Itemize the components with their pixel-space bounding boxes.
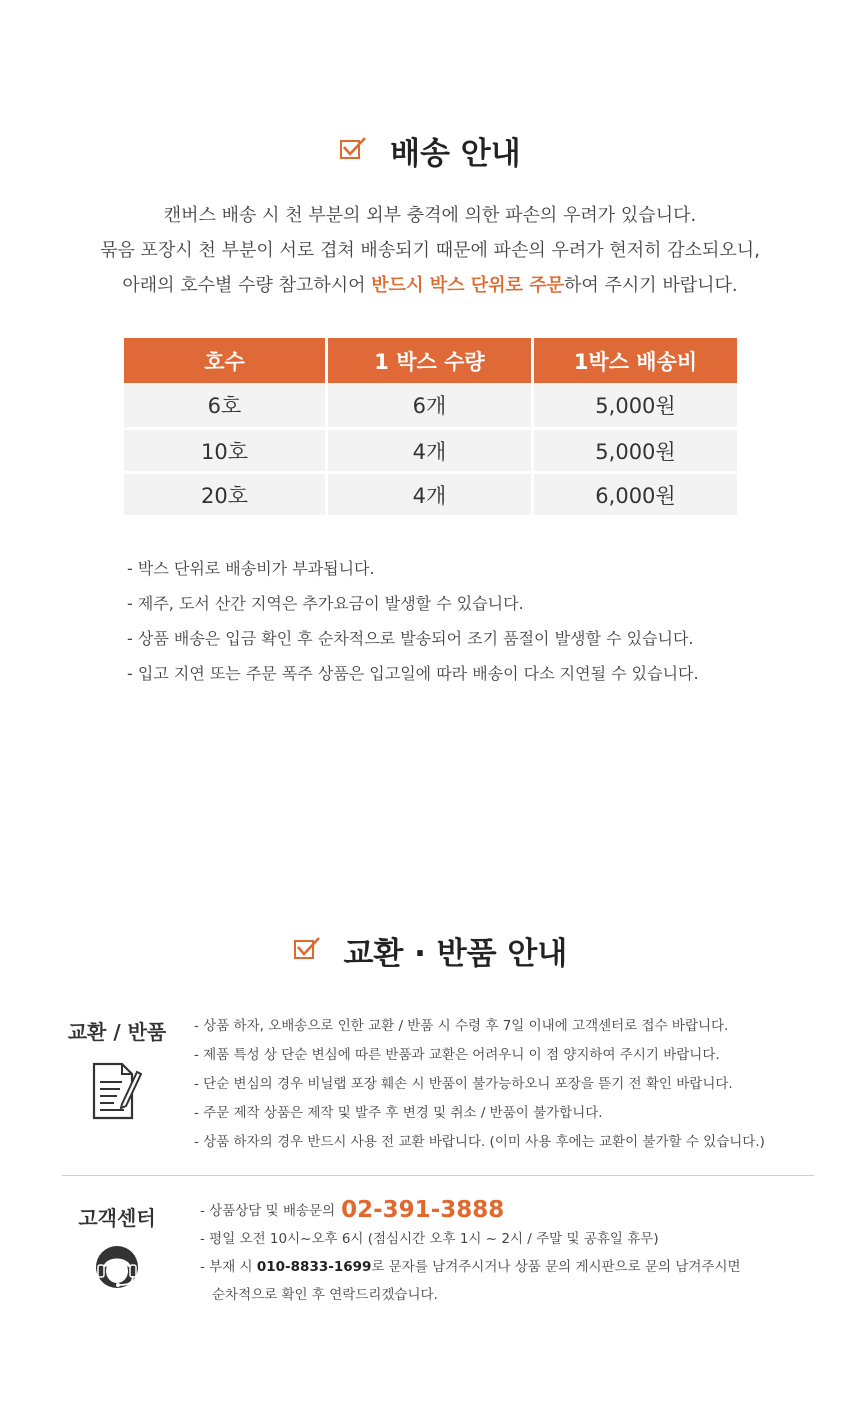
returns-title-text: 교환 · 반품 안내 (343, 936, 568, 972)
list-item: - 제주, 도서 산간 지역은 추가요금이 발생할 수 있습니다. (127, 594, 524, 613)
customer-center-info (200, 1196, 741, 1309)
list-item: - 제품 특성 상 단순 변심에 따른 반품과 교환은 어려우니 이 점 양지하여 주시기 바랍니다. (194, 1047, 720, 1063)
shipping-intro (0, 198, 860, 303)
table-cell: 6개 (328, 383, 534, 427)
table-cell: 5,000원 (534, 427, 737, 471)
intro-line (0, 268, 860, 303)
cs-mobile-number: 010-8833-1699 (256, 1259, 372, 1275)
table-cell: 6,000원 (534, 471, 737, 515)
intro-highlight: 반드시 박스 단위로 주문 (371, 275, 564, 296)
document-pen-icon (92, 1062, 142, 1124)
cs-absence-text: 로 문자를 남겨주시거나 상품 문의 게시판으로 문의 남겨주시면 (371, 1259, 741, 1275)
column-header: 호수 (124, 338, 328, 383)
table-cell: 4개 (328, 427, 534, 471)
list-item: - 입고 지연 또는 주문 폭주 상품은 입고일에 따라 배송이 다소 지연될 수 있습니다. (127, 664, 699, 683)
shipping-notes (127, 555, 699, 695)
list-item: 순차적으로 확인 후 연락드리겠습니다. (212, 1287, 438, 1303)
list-item: - 평일 오전 10시~오후 6시 (점심시간 오후 1시 ~ 2시 / 주말 및 공휴일 휴무) (200, 1231, 659, 1247)
returns-title (0, 928, 860, 972)
table-cell: 10호 (124, 427, 328, 471)
shipping-title (0, 128, 860, 172)
checkbox-check-icon (293, 933, 321, 969)
cs-phone-number: 02-391-3888 (341, 1197, 505, 1223)
checkbox-check-icon (339, 133, 367, 169)
list-item (200, 1253, 741, 1281)
headset-agent-icon (93, 1243, 141, 1295)
table-header-row (124, 338, 737, 383)
section-divider (62, 1175, 814, 1176)
intro-text: 하여 주시기 바랍니다. (563, 275, 738, 296)
table-row (124, 471, 737, 515)
exchange-policy-list (194, 1014, 765, 1159)
column-header: 1박스 배송비 (534, 338, 737, 383)
intro-line: 묶음 포장시 천 부분이 서로 겹쳐 배송되기 때문에 파손의 우려가 현저히 감소되오니, (100, 240, 760, 261)
cs-absence-text: - 부재 시 (200, 1259, 257, 1275)
table-cell: 4개 (328, 471, 534, 515)
list-item: - 상품 배송은 입금 확인 후 순차적으로 발송되어 조기 품절이 발생할 수 있습니다. (127, 629, 694, 648)
intro-text: 아래의 호수별 수량 참고하시어 (122, 275, 372, 296)
column-header: 1 박스 수량 (328, 338, 534, 383)
list-item: - 박스 단위로 배송비가 부과됩니다. (127, 559, 375, 578)
list-item: - 단순 변심의 경우 비닐랩 포장 훼손 시 반품이 불가능하오니 포장을 뜯기 전 확인 바랍니다. (194, 1076, 733, 1092)
list-item: - 상품 하자의 경우 반드시 사용 전 교환 바랍니다. (이미 사용 후에는 교환이 불가할 수 있습니다.) (194, 1134, 765, 1150)
table-cell: 6호 (124, 383, 328, 427)
table-cell: 5,000원 (534, 383, 737, 427)
list-item: - 상품 하자, 오배송으로 인한 교환 / 반품 시 수령 후 7일 이내에 고객센터로 접수 바랍니다. (194, 1018, 729, 1034)
table-cell: 20호 (124, 471, 328, 515)
intro-line: 캔버스 배송 시 천 부분의 외부 충격에 의한 파손의 우려가 있습니다. (163, 205, 697, 226)
exchange-label: 교환 / 반품 (67, 1020, 167, 1044)
customer-center-label: 고객센터 (78, 1206, 156, 1230)
list-item (200, 1196, 741, 1225)
list-item: - 주문 제작 상품은 제작 및 발주 후 변경 및 취소 / 반품이 불가합니다. (194, 1105, 603, 1121)
shipping-rate-table (124, 338, 737, 515)
shipping-title-text: 배송 안내 (390, 136, 521, 172)
table-row (124, 383, 737, 427)
cs-inquiry-label: - 상품상담 및 배송문의 (200, 1203, 336, 1219)
table-row (124, 427, 737, 471)
